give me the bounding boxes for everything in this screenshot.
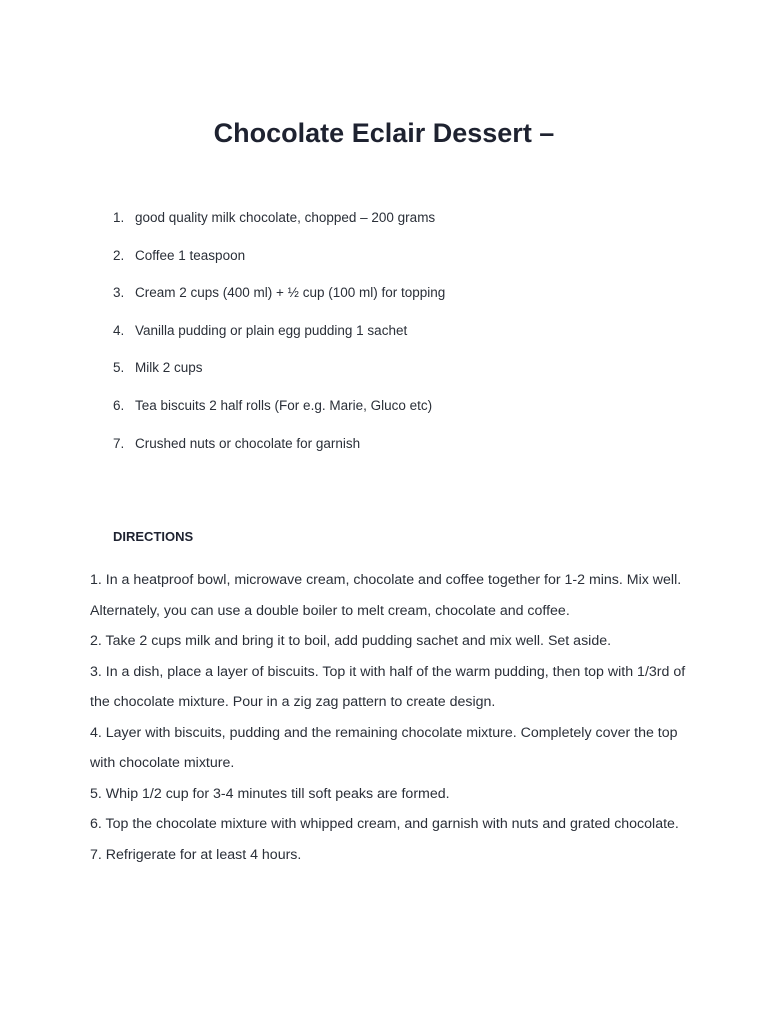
ingredient-text: Milk 2 cups xyxy=(135,360,203,376)
ingredient-text: Vanilla pudding or plain egg pudding 1 sachet xyxy=(135,322,408,338)
directions-line: 2. Take 2 cups milk and bring it to boil, add pudding sachet and mix well. Set aside. xyxy=(90,633,612,649)
ingredient-number: 2. xyxy=(113,247,125,263)
ingredient-number: 6. xyxy=(113,397,125,413)
directions-line: Alternately, you can use a double boiler to melt cream, chocolate and coffee. xyxy=(90,602,570,619)
directions-line: with chocolate mixture. xyxy=(90,755,235,771)
ingredient-number: 7. xyxy=(113,435,125,451)
directions-body xyxy=(90,565,690,870)
directions-heading: DIRECTIONS xyxy=(113,529,194,544)
directions-line: 6. Top the chocolate mixture with whipped cream, and garnish with nuts and grated chocolate. xyxy=(90,816,679,832)
ingredient-item xyxy=(113,359,445,397)
ingredient-item xyxy=(113,209,445,247)
ingredient-number: 4. xyxy=(113,322,125,338)
directions-line: 7. Refrigerate for at least 4 hours. xyxy=(90,846,302,863)
ingredient-text: Tea biscuits 2 half rolls (For e.g. Marie, Gluco etc) xyxy=(135,397,433,413)
ingredient-item xyxy=(113,435,445,473)
ingredient-item xyxy=(113,247,445,285)
ingredient-text: Cream 2 cups (400 ml) + ½ cup (100 ml) for topping xyxy=(135,285,446,301)
ingredient-item xyxy=(113,397,445,435)
ingredients-list xyxy=(113,209,445,472)
directions-line: 3. In a dish, place a layer of biscuits. Top it with half of the warm pudding, then top with 1/3rd of xyxy=(90,663,686,680)
ingredient-number: 3. xyxy=(113,285,125,301)
ingredient-text: Coffee 1 teaspoon xyxy=(135,247,246,263)
directions-line: 5. Whip 1/2 cup for 3-4 minutes till soft peaks are formed. xyxy=(90,785,450,802)
ingredient-item xyxy=(113,284,445,322)
ingredient-item xyxy=(113,322,445,360)
ingredient-text: good quality milk chocolate, chopped – 200 grams xyxy=(135,210,436,225)
directions-line: 1. In a heatproof bowl, microwave cream, chocolate and coffee together for 1-2 mins. Mix well. xyxy=(90,572,682,588)
directions-line: 4. Layer with biscuits, pudding and the remaining chocolate mixture. Completely cover the top xyxy=(90,724,678,741)
directions-line: the chocolate mixture. Pour in a zig zag pattern to create design. xyxy=(90,694,496,710)
ingredient-number: 1. xyxy=(113,210,125,225)
document-title: Chocolate Eclair Dessert – xyxy=(213,118,555,148)
ingredient-text: Crushed nuts or chocolate for garnish xyxy=(135,435,361,451)
ingredient-number: 5. xyxy=(113,360,125,376)
